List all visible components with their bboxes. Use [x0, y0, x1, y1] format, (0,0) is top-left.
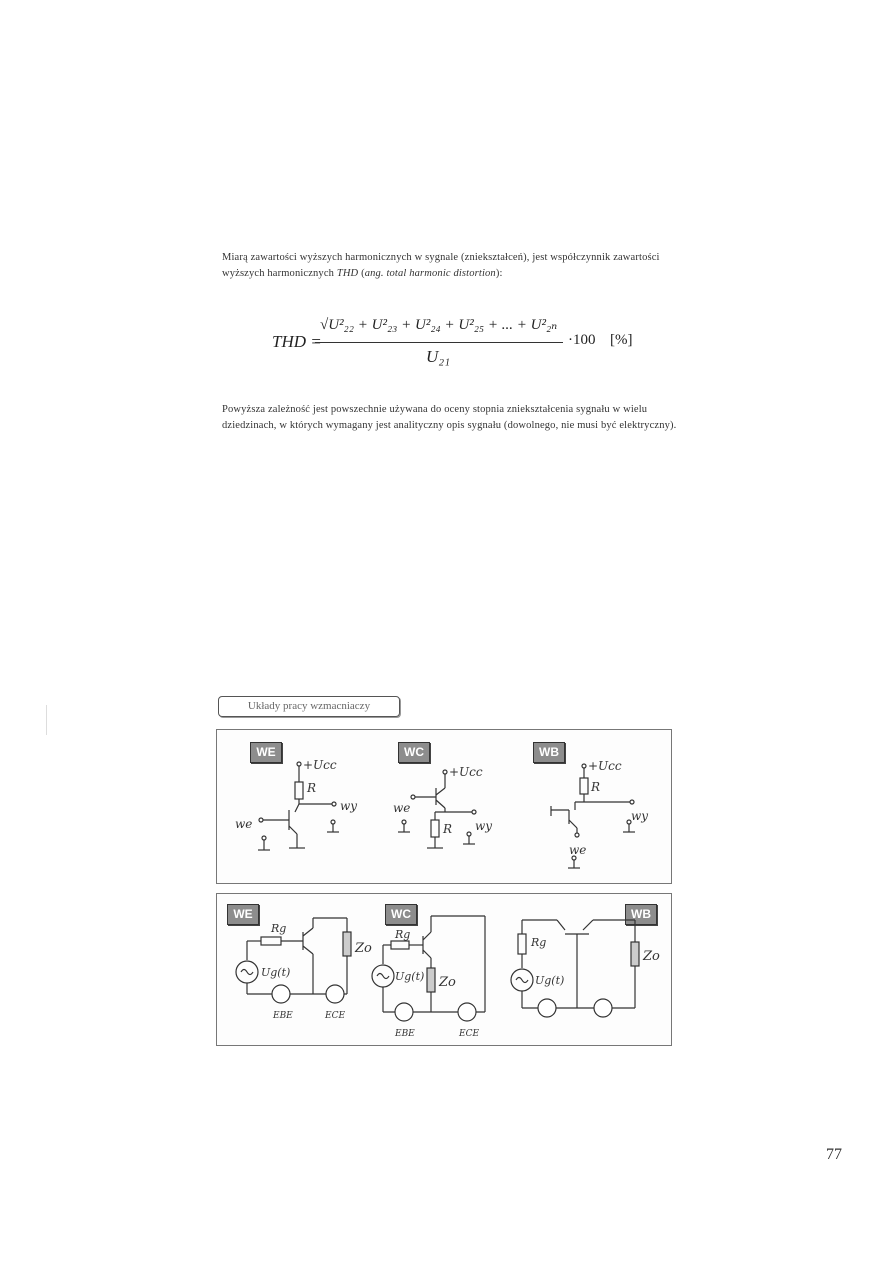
wc-ece-label: ECE: [459, 1029, 480, 1039]
wc-source-label: Ug(t): [395, 970, 425, 983]
margin-mark: [46, 705, 47, 735]
we-bias-schematic: [236, 918, 351, 1003]
wc-ebe-label: EBE: [395, 1029, 415, 1039]
we-supply-label: +Ucc: [303, 758, 337, 772]
thd-term: THD: [336, 268, 359, 279]
wb-output-label: wy: [631, 809, 649, 823]
wb-resistor-label: R: [591, 780, 601, 794]
badge-wc: WC: [385, 904, 417, 925]
formula-unit: [%]: [610, 332, 633, 348]
wc-output-label: wy: [475, 819, 493, 833]
we-output-label: wy: [340, 799, 358, 813]
wc-resistor-label: R: [443, 822, 453, 836]
formula-lhs: THD =: [272, 332, 322, 351]
wb-source-label: Ug(t): [535, 974, 565, 987]
badge-wb: WB: [533, 742, 565, 763]
page-number: 77: [826, 1146, 842, 1163]
we-zo-label: Zo: [355, 941, 372, 956]
bias-schematics: [217, 894, 671, 1045]
wc-supply-label: +Ucc: [449, 765, 483, 779]
badge-we: WE: [250, 742, 282, 763]
fraction-bar: [315, 342, 563, 343]
we-ece-label: ECE: [325, 1011, 346, 1021]
badge-we: WE: [227, 904, 259, 925]
paragraph-text: ):: [495, 268, 503, 279]
paragraph-thd-intro: [222, 250, 692, 282]
wb-supply-label: +Ucc: [588, 759, 622, 773]
formula-multiplier: ·100: [568, 332, 596, 348]
wb-zo-label: Zo: [643, 949, 660, 964]
we-source-label: Ug(t): [261, 966, 291, 979]
configuration-schematics: [217, 730, 671, 883]
wb-bias-schematic: [511, 920, 639, 1017]
badge-wc: WC: [398, 742, 430, 763]
we-ebe-label: EBE: [273, 1011, 293, 1021]
section-label: Układy pracy wzmacniaczy: [218, 696, 400, 717]
amplifier-configurations-panel: [216, 729, 672, 884]
we-input-label: we: [235, 817, 253, 831]
we-resistor-label: R: [307, 781, 317, 795]
wc-zo-label: Zo: [439, 975, 456, 990]
formula-numerator: √U²₂₂ + U²₂₃ + U²₂₄ + U²₂₅ + ... + U²₂ₙ: [320, 317, 558, 333]
formula-denominator: U₂₁: [426, 347, 451, 366]
paragraph-text: (: [358, 268, 365, 279]
wc-rg-label: Rg: [395, 928, 411, 941]
badge-wb: WB: [625, 904, 657, 925]
wc-bias-schematic: [372, 916, 485, 1021]
paragraph-thd-usage: Powyższa zależność jest powszechnie używana do oceny stopnia zniekształcenia sygnału w wielu dziedzinach, w których wymagany jest analityczny opis sygnału (dowolnego, nie musi być elektryczny).: [222, 404, 677, 431]
paragraph-text: Miarą zawartości wyższych harmonicznych w sygnale (zniekształceń), jest współczynnik zawartości wyższych harmonicznych: [222, 252, 660, 279]
wb-rg-label: Rg: [531, 936, 547, 949]
wc-input-label: we: [393, 801, 411, 815]
amplifier-bias-panel: [216, 893, 672, 1046]
we-rg-label: Rg: [271, 922, 287, 935]
we-schematic: [258, 762, 339, 850]
english-term: ang. total harmonic distortion: [364, 268, 496, 279]
wb-input-label: we: [569, 843, 587, 857]
thd-formula: [272, 312, 642, 372]
